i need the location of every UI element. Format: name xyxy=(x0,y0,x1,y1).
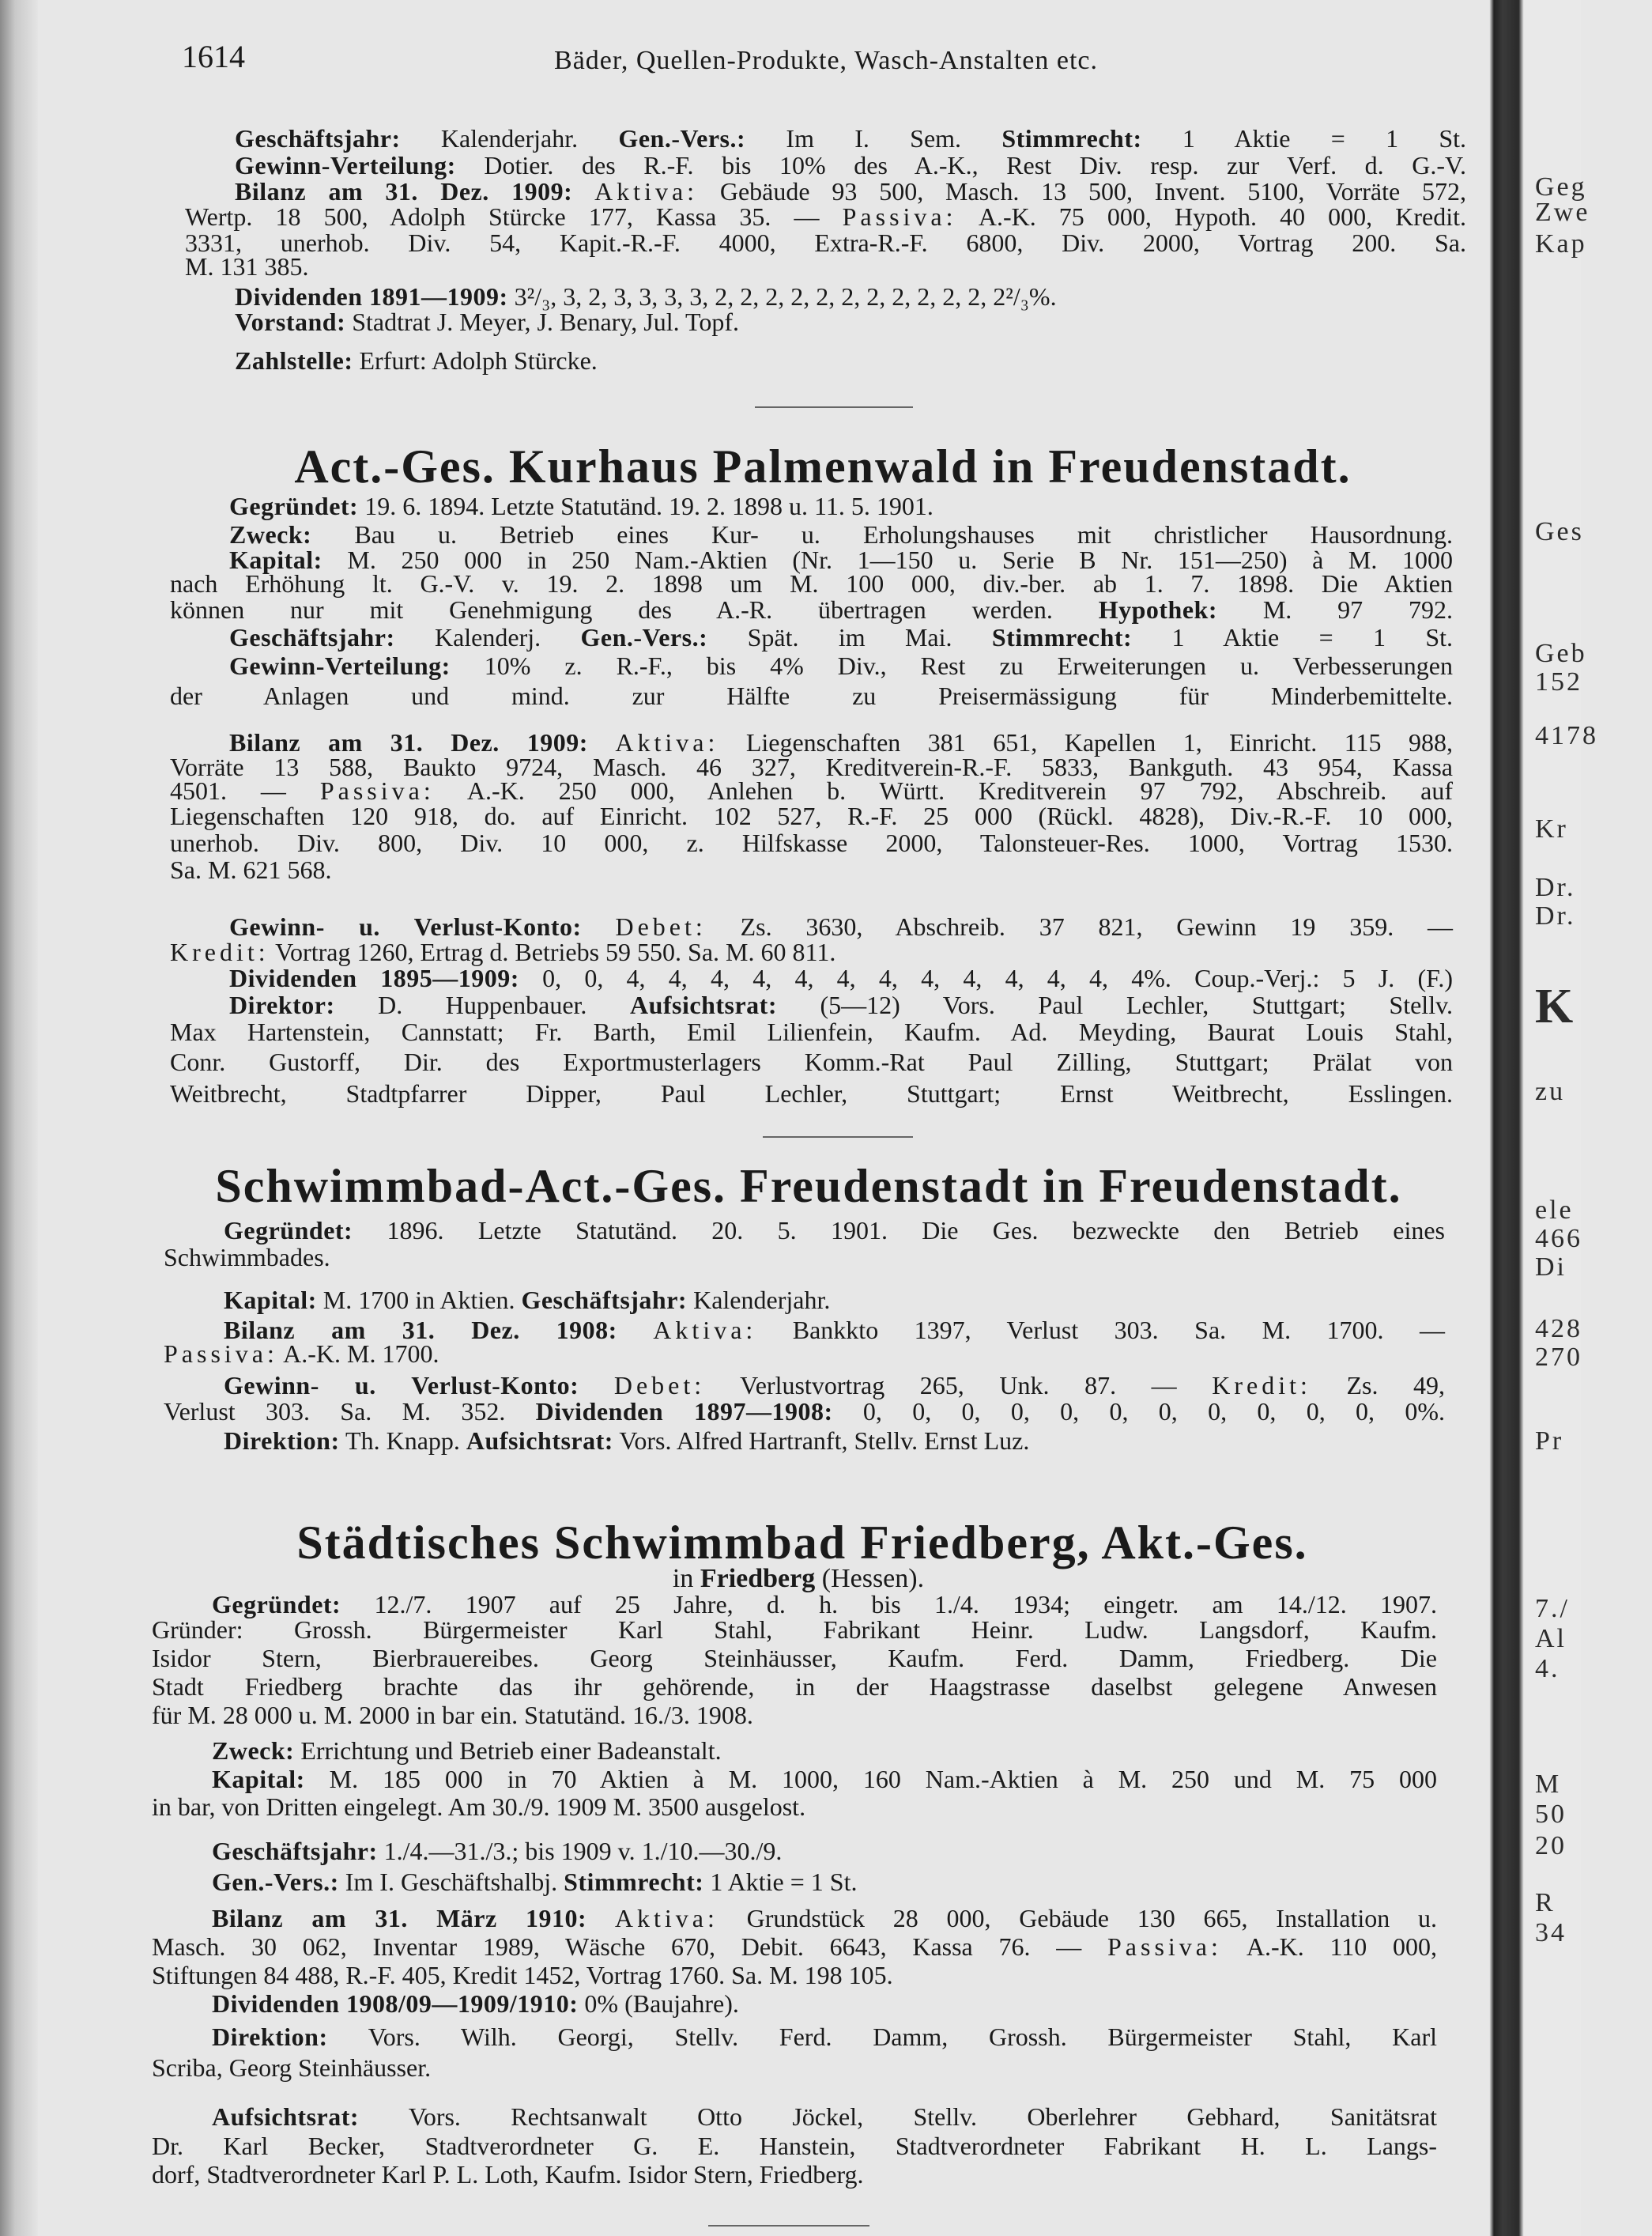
text-line xyxy=(212,1765,1437,1793)
section-title: Städtisches Schwimmbad Friedberg, Akt.-Ges. xyxy=(296,1516,1308,1569)
text-line xyxy=(224,1216,1445,1245)
text-line xyxy=(224,1371,1445,1399)
page-number: 1614 xyxy=(182,39,245,74)
text-line xyxy=(235,151,1466,179)
field-label: Geschäftsjahr: xyxy=(212,1837,378,1865)
adjacent-page-text-fragment: 50 xyxy=(1535,1800,1567,1829)
text-line xyxy=(164,1339,1445,1368)
field-label: Gen.-Vers.: xyxy=(212,1868,339,1896)
text-line xyxy=(229,623,1453,652)
field-value: Gründer: Grossh. Bürgermeister Karl Stahl, Fabrikant Heinr. Ludw. Langsdorf, Kaufm. xyxy=(152,1615,1437,1644)
subtitle-suffix: (Hessen). xyxy=(815,1564,925,1593)
field-value: Dotier. des R.-F. bis 10% des A.-K., Rest Div. resp. zur Verf. d. G.-V. xyxy=(455,151,1466,179)
field-value: 0, 0, 4, 4, 4, 4, 4, 4, 4, 4, 4, 4, 4, 4, 4%. Coup.-Verj.: 5 J. (F.) xyxy=(519,964,1454,992)
text-line xyxy=(229,912,1453,941)
field-label: Stimmrecht: xyxy=(564,1868,704,1896)
adjacent-page-text-fragment: Ges xyxy=(1535,517,1584,546)
field-label: Geschäftsjahr: xyxy=(235,124,401,153)
field-value: Debet: Zs. 3630, Abschreib. 37 821, Gewinn 19 359. — xyxy=(615,912,1454,941)
field-label: Zweck: xyxy=(229,520,312,549)
field-label: Direktion: xyxy=(212,2023,328,2051)
field-label: Bilanz am 31. Dez. 1909: xyxy=(235,177,573,206)
field-value: Debet: Verlustvortrag 265, Unk. 87. — Kredit: Zs. 49, xyxy=(613,1371,1446,1399)
field-label: Aufsichtsrat: xyxy=(629,991,777,1019)
field-value: Im I. Geschäftshalbj. xyxy=(338,1868,564,1896)
text-line xyxy=(212,1736,1437,1765)
text-line xyxy=(212,2023,1437,2051)
field-label: Gen.-Vers.: xyxy=(580,623,708,652)
text-line xyxy=(170,776,1453,805)
text-line xyxy=(224,1286,1445,1314)
text-line xyxy=(152,2053,1437,2082)
adjacent-page-text-fragment: Dr. xyxy=(1535,873,1576,902)
text-line xyxy=(152,1792,1437,1821)
field-label: Stimmrecht: xyxy=(1001,124,1142,153)
field-value: nach Erhöhung lt. G.-V. v. 19. 2. 1898 um M. 100 000, div.-ber. ab 1. 7. 1898. Die Aktien xyxy=(170,569,1453,598)
field-value: 1./4.—31./3.; bis 1909 v. 1./10.—30./9. xyxy=(377,1837,783,1865)
field-value: Sa. M. 621 568. xyxy=(170,855,332,884)
adjacent-page-text-fragment: 466 xyxy=(1535,1224,1582,1253)
field-label: Direktor: xyxy=(229,991,335,1019)
field-value: Dr. Karl Becker, Stadtverordneter G. E. Hanstein, Stadtverordneter Fabrikant H. L. Langs- xyxy=(152,2132,1437,2160)
field-value: Conr. Gustorff, Dir. des Exportmusterlagers Komm.-Rat Paul Zilling, Stuttgart; Prälat von xyxy=(170,1048,1453,1076)
text-line xyxy=(170,1018,1453,1046)
text-line xyxy=(212,1868,1437,1896)
field-label: Geschäftsjahr: xyxy=(229,623,395,652)
section-divider xyxy=(763,1136,913,1138)
field-value: Stiftungen 84 488, R.-F. 405, Kredit 1452, Vortrag 1760. Sa. M. 198 105. xyxy=(152,1961,893,1989)
field-value: D. Huppenbauer. xyxy=(334,991,630,1019)
field-value: 10% z. R.-F., bis 4% Div., Rest zu Erweiterungen u. Verbesserungen xyxy=(450,652,1453,680)
field-value: 0% (Baujahre). xyxy=(578,1989,739,2018)
text-line xyxy=(212,1989,1437,2018)
text-line xyxy=(235,177,1466,206)
text-line xyxy=(152,1644,1437,1672)
adjacent-page-text-fragment: ele xyxy=(1535,1195,1574,1225)
field-value: Aktiva: Liegenschaften 381 651, Kapellen 1, Einricht. 115 988, xyxy=(615,728,1454,757)
text-line xyxy=(170,855,1453,884)
adjacent-page-edge xyxy=(1524,0,1598,2236)
adjacent-page-text-fragment: K xyxy=(1535,980,1576,1033)
field-value: Vorräte 13 588, Baukto 9724, Masch. 46 327, Kreditverein-R.-F. 5833, Bankguth. 43 954, Kassa xyxy=(170,753,1453,781)
adjacent-page-text-fragment: Dr. xyxy=(1535,901,1576,931)
field-label: Kapital: xyxy=(224,1286,317,1314)
text-line xyxy=(235,124,1466,153)
field-value: Th. Knapp. xyxy=(339,1426,466,1455)
text-line xyxy=(152,1615,1437,1644)
text-line xyxy=(152,1961,1437,1989)
field-value: M. 185 000 in 70 Aktien à M. 1000, 160 Nam.-Aktien à M. 250 und M. 75 000 xyxy=(304,1765,1437,1793)
text-line xyxy=(235,282,1466,311)
adjacent-page-text-fragment: 20 xyxy=(1535,1831,1567,1860)
field-label: Dividenden 1891—1909: xyxy=(235,282,508,311)
field-value: dorf, Stadtverordneter Karl P. L. Loth, Kaufm. Isidor Stern, Friedberg. xyxy=(152,2160,864,2189)
text-line xyxy=(152,1672,1437,1701)
text-line xyxy=(170,595,1453,624)
field-value: Masch. 30 062, Inventar 1989, Wäsche 670, Debit. 6643, Kassa 76. — Passiva: A.-K. 110 000, xyxy=(152,1932,1438,1961)
text-line xyxy=(164,1243,1445,1271)
text-line xyxy=(212,2102,1437,2131)
field-label: Aufsichtsrat: xyxy=(466,1426,613,1455)
field-value: Errichtung und Betrieb einer Badeanstalt. xyxy=(294,1736,722,1765)
field-value: Wertp. 18 500, Adolph Stürcke 177, Kassa 35. — Passiva: A.-K. 75 000, Hypoth. 40 000, Kredit. xyxy=(185,202,1467,231)
field-value: Vors. Rechtsanwalt Otto Jöckel, Stellv. Oberlehrer Gebhard, Sanitätsrat xyxy=(359,2102,1437,2131)
adjacent-page-text-fragment: 34 xyxy=(1535,1918,1567,1947)
field-label: Kapital: xyxy=(212,1765,305,1793)
field-label: Bilanz am 31. Dez. 1909: xyxy=(229,728,588,757)
text-line xyxy=(212,1904,1437,1932)
field-label: Gegründet: xyxy=(224,1216,353,1245)
field-label: Dividenden 1895—1909: xyxy=(229,964,519,992)
field-label: Gen.-Vers.: xyxy=(618,124,746,153)
field-value: Max Hartenstein, Cannstatt; Fr. Barth, Emil Lilienfein, Kaufm. Ad. Meyding, Baurat Louis Stahl, xyxy=(170,1018,1453,1046)
adjacent-page-text-fragment: 7./ xyxy=(1535,1594,1570,1623)
field-label: Aufsichtsrat: xyxy=(212,2102,360,2131)
field-value: Isidor Stern, Bierbrauereibes. Georg Steinhäusser, Kaufm. Ferd. Damm, Friedberg. Die xyxy=(152,1644,1437,1672)
field-value: unerhob. Div. 800, Div. 10 000, z. Hilfskasse 2000, Talonsteuer-Res. 1000, Vortrag 1530. xyxy=(170,829,1453,857)
section-title: Act.-Ges. Kurhaus Palmenwald in Freudenstadt. xyxy=(294,440,1352,493)
text-line xyxy=(229,520,1453,549)
adjacent-page-text-fragment: Pr xyxy=(1535,1426,1564,1456)
field-label: Gewinn- u. Verlust-Konto: xyxy=(229,912,582,941)
field-value: 1 Aktie = 1 St. xyxy=(1141,124,1467,153)
adjacent-page-text-fragment: Zwe xyxy=(1535,198,1590,227)
text-line xyxy=(224,1426,1445,1455)
field-value: 1 Aktie = 1 St. xyxy=(703,1868,858,1896)
field-label: Geschäftsjahr: xyxy=(521,1286,688,1314)
field-value: 3²/₃, 3, 2, 3, 3, 3, 3, 2, 2, 2, 2, 2, 2, 2, 2, 2, 2, 2, 2²/₃%. xyxy=(507,282,1057,311)
field-value: M. 97 792. xyxy=(1216,595,1454,624)
text-line xyxy=(229,964,1453,992)
field-label: Bilanz am 31. Dez. 1908: xyxy=(224,1316,617,1344)
text-line xyxy=(152,1932,1437,1961)
text-line xyxy=(185,202,1466,231)
section-divider xyxy=(755,406,913,408)
adjacent-page-text-fragment: Kr xyxy=(1535,814,1568,844)
field-value: 3331, unerhob. Div. 54, Kapit.-R.-F. 4000, Extra-R.-F. 6800, Div. 2000, Vortrag 200. Sa. xyxy=(185,229,1466,257)
field-value: Weitbrecht, Stadtpfarrer Dipper, Paul Lechler, Stuttgart; Ernst Weitbrecht, Esslingen. xyxy=(170,1079,1453,1108)
field-value: Liegenschaften 120 918, do. auf Einricht. 102 527, R.-F. 25 000 (Rückl. 4828), Div.-R.-F. 10 000, xyxy=(170,802,1453,830)
field-label: Hypothek: xyxy=(1098,595,1217,624)
adjacent-page-text-fragment: 4178 xyxy=(1535,721,1598,750)
field-value: Im I. Sem. xyxy=(745,124,1002,153)
field-value: (5—12) Vors. Paul Lechler, Stuttgart; Stellv. xyxy=(776,991,1454,1019)
field-label: Dividenden 1897—1908: xyxy=(535,1397,833,1426)
field-value: Kalenderj. xyxy=(394,623,581,652)
field-value: 12./7. 1907 auf 25 Jahre, d. h. bis 1./4. 1934; eingetr. am 14./12. 1907. xyxy=(341,1590,1437,1618)
field-value: Stadtrat J. Meyer, J. Benary, Jul. Topf. xyxy=(345,308,739,336)
text-line xyxy=(152,1701,1437,1729)
field-value: Erfurt: Adolph Stürcke. xyxy=(353,346,598,375)
field-label: Zweck: xyxy=(212,1736,295,1765)
field-label: Direktion: xyxy=(224,1426,340,1455)
text-line xyxy=(235,308,1466,336)
field-label: Zahlstelle: xyxy=(235,346,353,375)
field-label: Gewinn-Verteilung: xyxy=(229,652,451,680)
text-line xyxy=(212,1590,1437,1618)
text-line xyxy=(229,652,1453,680)
field-value: Aktiva: Bankkto 1397, Verlust 303. Sa. M. 1700. — xyxy=(653,1316,1445,1344)
text-line xyxy=(152,2132,1437,2160)
text-line xyxy=(152,2160,1437,2189)
text-line xyxy=(185,252,1466,281)
field-label: Gewinn- u. Verlust-Konto: xyxy=(224,1371,579,1399)
field-value: der Anlagen und mind. zur Hälfte zu Preisermässigung für Minderbemittelte. xyxy=(170,682,1453,710)
text-line xyxy=(170,802,1453,830)
scan-left-margin-shadow xyxy=(0,0,38,2236)
field-value: Schwimmbades. xyxy=(164,1243,330,1271)
field-value: 1 Aktie = 1 St. xyxy=(1132,623,1454,652)
field-value: Spät. im Mai. xyxy=(707,623,992,652)
field-value: M. 131 385. xyxy=(185,252,309,281)
section-title: Schwimmbad-Act.-Ges. Freudenstadt in Freudenstadt. xyxy=(215,1160,1402,1212)
text-line xyxy=(229,991,1453,1019)
text-line xyxy=(164,1397,1445,1426)
field-value: Aktiva: Gebäude 93 500, Masch. 13 500, Invent. 5100, Vorräte 572, xyxy=(594,177,1467,206)
field-value: Vors. Alfred Hartranft, Stellv. Ernst Luz. xyxy=(613,1426,1030,1455)
adjacent-page-text-fragment: 4. xyxy=(1535,1654,1560,1683)
adjacent-page-text-fragment: Di xyxy=(1535,1252,1567,1282)
field-value: Kalenderjahr. xyxy=(687,1286,831,1314)
subtitle-prefix: in xyxy=(672,1564,700,1593)
field-value: Bau u. Betrieb eines Kur- u. Erholungshauses mit christlicher Hausordnung. xyxy=(311,520,1453,549)
text-line xyxy=(170,1079,1453,1108)
text-line xyxy=(170,682,1453,710)
field-label: Gewinn-Verteilung: xyxy=(235,151,456,179)
field-value: Kredit: Vortrag 1260, Ertrag d. Betriebs 59 550. Sa. M. 60 811. xyxy=(170,938,836,966)
field-value: für M. 28 000 u. M. 2000 in bar ein. Statutänd. 16./3. 1908. xyxy=(152,1701,753,1729)
field-value: können nur mit Genehmigung des A.-R. übertragen werden. xyxy=(170,595,1099,624)
field-value: M. 250 000 in 250 Nam.-Aktien (Nr. 1—150 u. Serie B Nr. 151—250) à M. 1000 xyxy=(322,546,1453,574)
field-label: Gegründet: xyxy=(212,1590,341,1618)
field-value: 1896. Letzte Statutänd. 20. 5. 1901. Die Ges. bezweckte den Betrieb eines xyxy=(353,1216,1445,1245)
field-value: Scriba, Georg Steinhäusser. xyxy=(152,2053,432,2082)
field-label: Stimmrecht: xyxy=(991,623,1133,652)
field-label: Vorstand: xyxy=(235,308,346,336)
field-value: M. 1700 in Aktien. xyxy=(316,1286,522,1314)
book-binding-gutter xyxy=(1489,0,1524,2236)
section-divider xyxy=(708,2225,869,2227)
field-label: Dividenden 1908/09—1909/1910: xyxy=(212,1989,579,2018)
field-value: Aktiva: Grundstück 28 000, Gebäude 130 665, Installation u. xyxy=(614,1904,1438,1932)
field-label: Kapital: xyxy=(229,546,322,574)
text-line xyxy=(170,1048,1453,1076)
adjacent-page-text-fragment: 152 xyxy=(1535,667,1582,697)
adjacent-page-text-fragment: Geb xyxy=(1535,639,1587,668)
text-line xyxy=(212,1837,1437,1865)
field-value: 0, 0, 0, 0, 0, 0, 0, 0, 0, 0, 0, 0%. xyxy=(832,1397,1446,1426)
subtitle-place: Friedberg xyxy=(700,1564,816,1593)
field-value: Verlust 303. Sa. M. 352. xyxy=(164,1397,536,1426)
field-value: Passiva: A.-K. M. 1700. xyxy=(164,1339,439,1368)
field-value: 19. 6. 1894. Letzte Statutänd. 19. 2. 1898 u. 11. 5. 1901. xyxy=(358,492,933,520)
text-line xyxy=(229,492,1453,520)
field-label: Gegründet: xyxy=(229,492,359,520)
adjacent-page-text-fragment: R xyxy=(1535,1888,1556,1917)
adjacent-page-text-fragment: Kap xyxy=(1535,229,1587,259)
adjacent-page-text-fragment: Al xyxy=(1535,1624,1567,1653)
adjacent-page-text-fragment: zu xyxy=(1535,1077,1566,1106)
adjacent-page-text-fragment: 428 xyxy=(1535,1314,1582,1343)
field-value: Kalenderjahr. xyxy=(400,124,619,153)
field-value: Vors. Wilh. Georgi, Stellv. Ferd. Damm, Grossh. Bürgermeister Stahl, Karl xyxy=(327,2023,1437,2051)
adjacent-page-text-fragment: M xyxy=(1535,1770,1562,1799)
field-value: 4501. — Passiva: A.-K. 250 000, Anlehen b. Württ. Kreditverein 97 792, Abschreib. auf xyxy=(170,776,1453,805)
text-line xyxy=(170,938,1453,966)
text-line xyxy=(170,569,1453,598)
text-line xyxy=(235,346,1466,375)
adjacent-page-text-fragment: Geg xyxy=(1535,172,1587,202)
field-value: in bar, von Dritten eingelegt. Am 30./9. 1909 M. 3500 ausgelost. xyxy=(152,1792,806,1821)
running-title: Bäder, Quellen-Produkte, Wasch-Anstalten etc. xyxy=(554,46,1098,75)
field-value: Stadt Friedberg brachte das ihr gehörende, in der Haagstrasse daselbst gelegene Anwesen xyxy=(152,1672,1437,1701)
text-line xyxy=(170,829,1453,857)
adjacent-page-text-fragment: 270 xyxy=(1535,1343,1582,1372)
field-label: Bilanz am 31. März 1910: xyxy=(212,1904,587,1932)
